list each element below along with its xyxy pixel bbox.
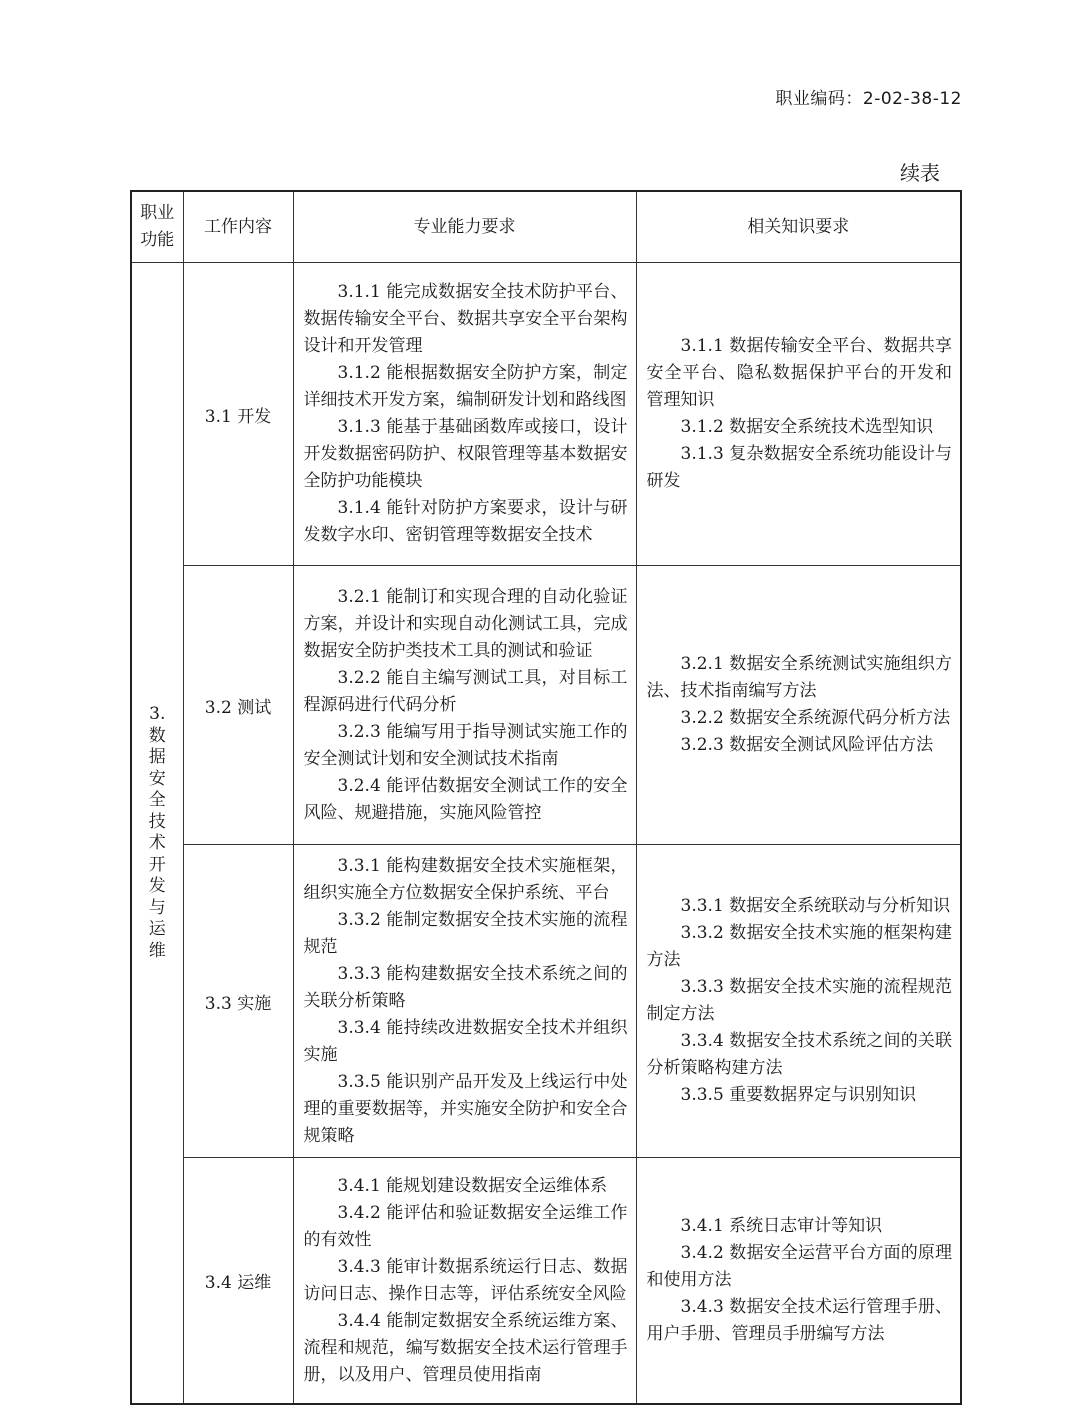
- knowledge-cell: [636, 1158, 961, 1405]
- continued-label: 续表: [900, 161, 940, 185]
- ability-item: 3.4.2 能评估和验证数据安全运维工作的有效性: [303, 1202, 628, 1250]
- ability-item: 3.1.3 能基于基础函数库或接口，设计开发数据密码防护、权限管理等基本数据安全防护功能模块: [303, 417, 628, 491]
- header-function: 职业功能: [131, 191, 183, 263]
- ability-item: 3.3.4 能持续改进数据安全技术并组织实施: [303, 1017, 628, 1065]
- knowledge-item: 3.4.2 数据安全运营平台方面的原理和使用方法: [646, 1243, 952, 1290]
- ability-item: 3.2.4 能评估数据安全测试工作的安全风险、规避措施，实施风险管控: [303, 775, 628, 823]
- ability-item: 3.4.4 能制定数据安全系统运维方案、流程和规范，编写数据安全技术运行管理手册，以及用户、管理员使用指南: [303, 1310, 628, 1385]
- knowledge-item: 3.1.1 数据传输安全平台、数据共享安全平台、隐私数据保护平台的开发和管理知识: [646, 336, 952, 410]
- knowledge-item: 3.3.1 数据安全系统联动与分析知识: [680, 896, 951, 916]
- header-knowledge: 相关知识要求: [636, 191, 961, 263]
- ability-item: 3.1.1 能完成数据安全技术防护平台、数据传输安全平台、数据共享安全平台架构设计和开发管理: [303, 282, 628, 356]
- knowledge-item: 3.1.2 数据安全系统技术选型知识: [680, 417, 934, 437]
- ability-item: 3.3.2 能制定数据安全技术实施的流程规范: [303, 909, 628, 957]
- ability-item: 3.2.1 能制订和实现合理的自动化验证方案，并设计和实现自动化测试工具，完成数据安全防护类技术工具的测试和验证: [303, 586, 628, 661]
- knowledge-item: 3.2.2 数据安全系统源代码分析方法: [680, 708, 951, 728]
- function-cell: [131, 263, 183, 1405]
- work-content-cell: 3.2 测试: [183, 566, 293, 845]
- function-name: 数据安全技术开发与运维: [148, 725, 166, 961]
- table-row: [131, 845, 961, 1158]
- ability-item: 3.2.3 能编写用于指导测试实施工作的安全测试计划和安全测试技术指南: [303, 721, 628, 769]
- knowledge-item: 3.3.3 数据安全技术实施的流程规范制定方法: [646, 977, 952, 1024]
- abilities-cell: [293, 845, 636, 1158]
- ability-item: 3.3.5 能识别产品开发及上线运行中处理的重要数据等，并实施安全防护和安全合规策略: [303, 1071, 628, 1146]
- ability-item: 3.3.3 能构建数据安全技术系统之间的关联分析策略: [303, 963, 628, 1011]
- knowledge-item: 3.3.2 数据安全技术实施的框架构建方法: [646, 923, 952, 970]
- header-abilities: 专业能力要求: [293, 191, 636, 263]
- table-row: [131, 1158, 961, 1405]
- table-row: [131, 566, 961, 845]
- function-number: 3.: [149, 704, 166, 724]
- ability-item: 3.2.2 能自主编写测试工具，对目标工程源码进行代码分析: [303, 667, 628, 715]
- knowledge-item: 3.4.3 数据安全技术运行管理手册、用户手册、管理员手册编写方法: [646, 1297, 952, 1344]
- knowledge-item: 3.3.4 数据安全技术系统之间的关联分析策略构建方法: [646, 1031, 952, 1078]
- abilities-cell: [293, 566, 636, 845]
- work-content-cell: 3.4 运维: [183, 1158, 293, 1405]
- table-row: [131, 263, 961, 566]
- knowledge-item: 3.2.1 数据安全系统测试实施组织方法、技术指南编写方法: [646, 654, 952, 701]
- competency-table: [130, 190, 962, 1405]
- ability-item: 3.4.1 能规划建设数据安全运维体系: [337, 1175, 608, 1196]
- abilities-cell: [293, 263, 636, 566]
- knowledge-item: 3.2.3 数据安全测试风险评估方法: [680, 735, 934, 755]
- ability-item: 3.4.3 能审计数据系统运行日志、数据访问日志、操作日志等，评估系统安全风险: [303, 1256, 628, 1304]
- ability-item: 3.1.2 能根据数据安全防护方案，制定详细技术开发方案，编制研发计划和路线图: [303, 363, 628, 410]
- knowledge-item: 3.4.1 系统日志审计等知识: [680, 1216, 883, 1236]
- knowledge-cell: [636, 263, 961, 566]
- ability-item: 3.1.4 能针对防护方案要求，设计与研发数字水印、密钥管理等数据安全技术: [303, 498, 628, 545]
- knowledge-cell: [636, 566, 961, 845]
- knowledge-cell: [636, 845, 961, 1158]
- occupation-code: 职业编码：2-02-38-12: [775, 89, 962, 109]
- header-work-content: 工作内容: [183, 191, 293, 263]
- table-header-row: [131, 191, 961, 263]
- knowledge-item: 3.3.5 重要数据界定与识别知识: [680, 1085, 917, 1105]
- work-content-cell: 3.3 实施: [183, 845, 293, 1158]
- ability-item: 3.3.1 能构建数据安全技术实施框架，组织实施全方位数据安全保护系统、平台: [303, 855, 628, 903]
- knowledge-item: 3.1.3 复杂数据安全系统功能设计与研发: [646, 444, 952, 491]
- work-content-cell: 3.1 开发: [183, 263, 293, 566]
- abilities-cell: [293, 1158, 636, 1405]
